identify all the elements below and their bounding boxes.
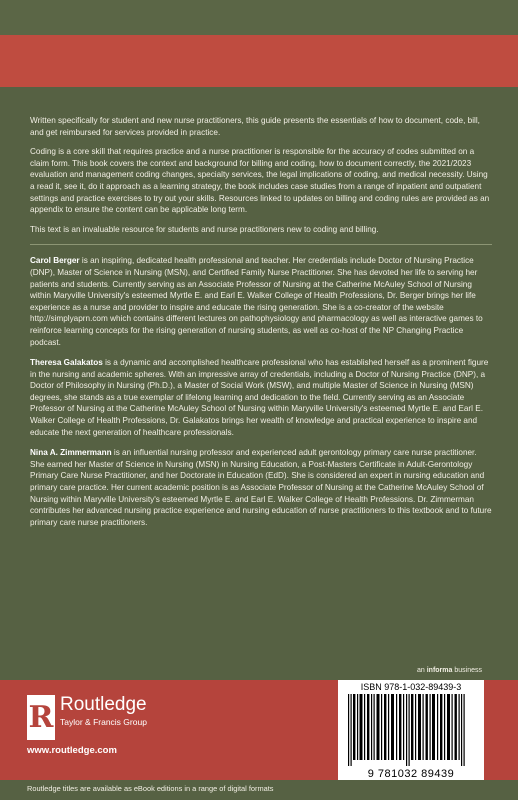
barcode-icon (346, 694, 476, 766)
blurb (30, 115, 492, 537)
informa-tagline: an informa business (416, 667, 482, 674)
red-band (0, 35, 518, 87)
logo-letter: R (28, 700, 54, 735)
intro-paragraph: Written specifically for student and new nurse practitioners, this guide presents the essentials of how to document, code, bill, and get reimbursed for services provided in practice. (30, 116, 480, 137)
author-bio-text: is an inspiring, dedicated health professional and teacher. Her credentials include Doctor of Nursing Practice (DNP), Master of Science in Nursing (MSN), and Certified Family Nurse Practitioner. She has devoted her life to serving her patients and students. Currently serving as an Associate Professor of Nursing at the Catherine McAuley School of Nursing within Maryville University's esteemed Myrtle E. and Earl E. Walker College of Health Professions, Dr. Berger brings her life experience as a nurse and provider to inspire and educate the rising generation. She is a co-creator of the website http://simplyaprn.com which contains different lectures on pathophysiology and pharmacology as well as interactive games to reinforce learning concepts for the rising generation of nursing students, as well as co-host of the NP Changing Practice podcast. (30, 256, 483, 347)
isbn-text: ISBN 978-1-032-89439-3 (360, 682, 462, 692)
routledge-logo-icon (27, 695, 55, 740)
publisher-strip (0, 667, 518, 800)
author-bio (30, 255, 492, 348)
author-name: Carol Berger (30, 256, 80, 266)
author-bio (30, 357, 492, 438)
author-bio-text: is a dynamic and accomplished healthcare professional who has established herself as a prominent figure in the nursing and academic spheres. With an impressive array of credentials, including a Doctor of Nursing Practice (DNP), a Doctor of Philosophy in Nursing (Ph.D.), a Master of Social Work (MSW), and multiple Master of Science in Nursing (MSN) degrees, she stands as a true exemplar of lifelong learning and dedication to the field. Currently serving as an Associate Professor of Nursing at the Catherine McAuley School of Nursing within Maryville University's esteemed Myrtle E. and Earl E. Walker College of Health Professions, Dr. Galakatos brings her wealth of knowledge and practical experience to inspire and educate the next generation of healthcare professionals. (30, 358, 489, 437)
author-bio-text: is an influential nursing professor and experienced adult gerontology primary care nurse practitioner. She earned her Master of Science in Nursing (MSN) in Nursing Education, a Post-Masters Certificate in Adult-Gerontology Primary Care Nurse Practitioner, and her Doctorate in Education (EdD). She is considered an expert in nursing education and primary care practice. Her current academic position is as Associate Professor of Nursing at the Catherine McAuley School of Nursing within Maryville University's esteemed Myrtle E. and Earl E. Walker College of Health Professions. Dr. Zimmerman contributes her advanced nursing practice experience and nursing education of nurse practitioners to this textbook and to future primary care nurse practitioners. (30, 448, 492, 527)
ebook-note: Routledge titles are available as eBook editions in a range of digital formats (27, 784, 274, 793)
description-paragraph: Coding is a core skill that requires practice and a nurse practitioner is responsible for the accuracy of codes submitted on a claim form. This book covers the context and background for billing and coding, how to document correctly, the 2021/2023 evaluation and management coding changes, specialty services, the legal implications of coding, and medical necessity. Using a read it, see it, do it approach as a learning strategy, the book includes case studies from a range of inpatient and outpatient settings and practice exercises to try out your skills. Resources linked to updates on billing and coding rules are provided as an appendix to ensure the content can be applicable long term. (30, 147, 490, 215)
barcode-box (338, 680, 484, 780)
publisher-name: Routledge (60, 694, 147, 715)
audience-paragraph: This text is an invaluable resource for students and nurse practitioners new to coding and billing. (30, 224, 379, 234)
publisher-band (0, 680, 518, 780)
barcode-digits: 9 781032 89439 (367, 768, 455, 780)
author-name: Nina A. Zimmermann (30, 448, 112, 458)
author-name: Theresa Galakatos (30, 358, 103, 368)
publisher-group: Taylor & Francis Group (60, 717, 147, 727)
top-band (0, 0, 518, 35)
author-bio (30, 447, 492, 528)
divider (30, 244, 492, 245)
publisher-url: www.routledge.com (27, 745, 117, 756)
